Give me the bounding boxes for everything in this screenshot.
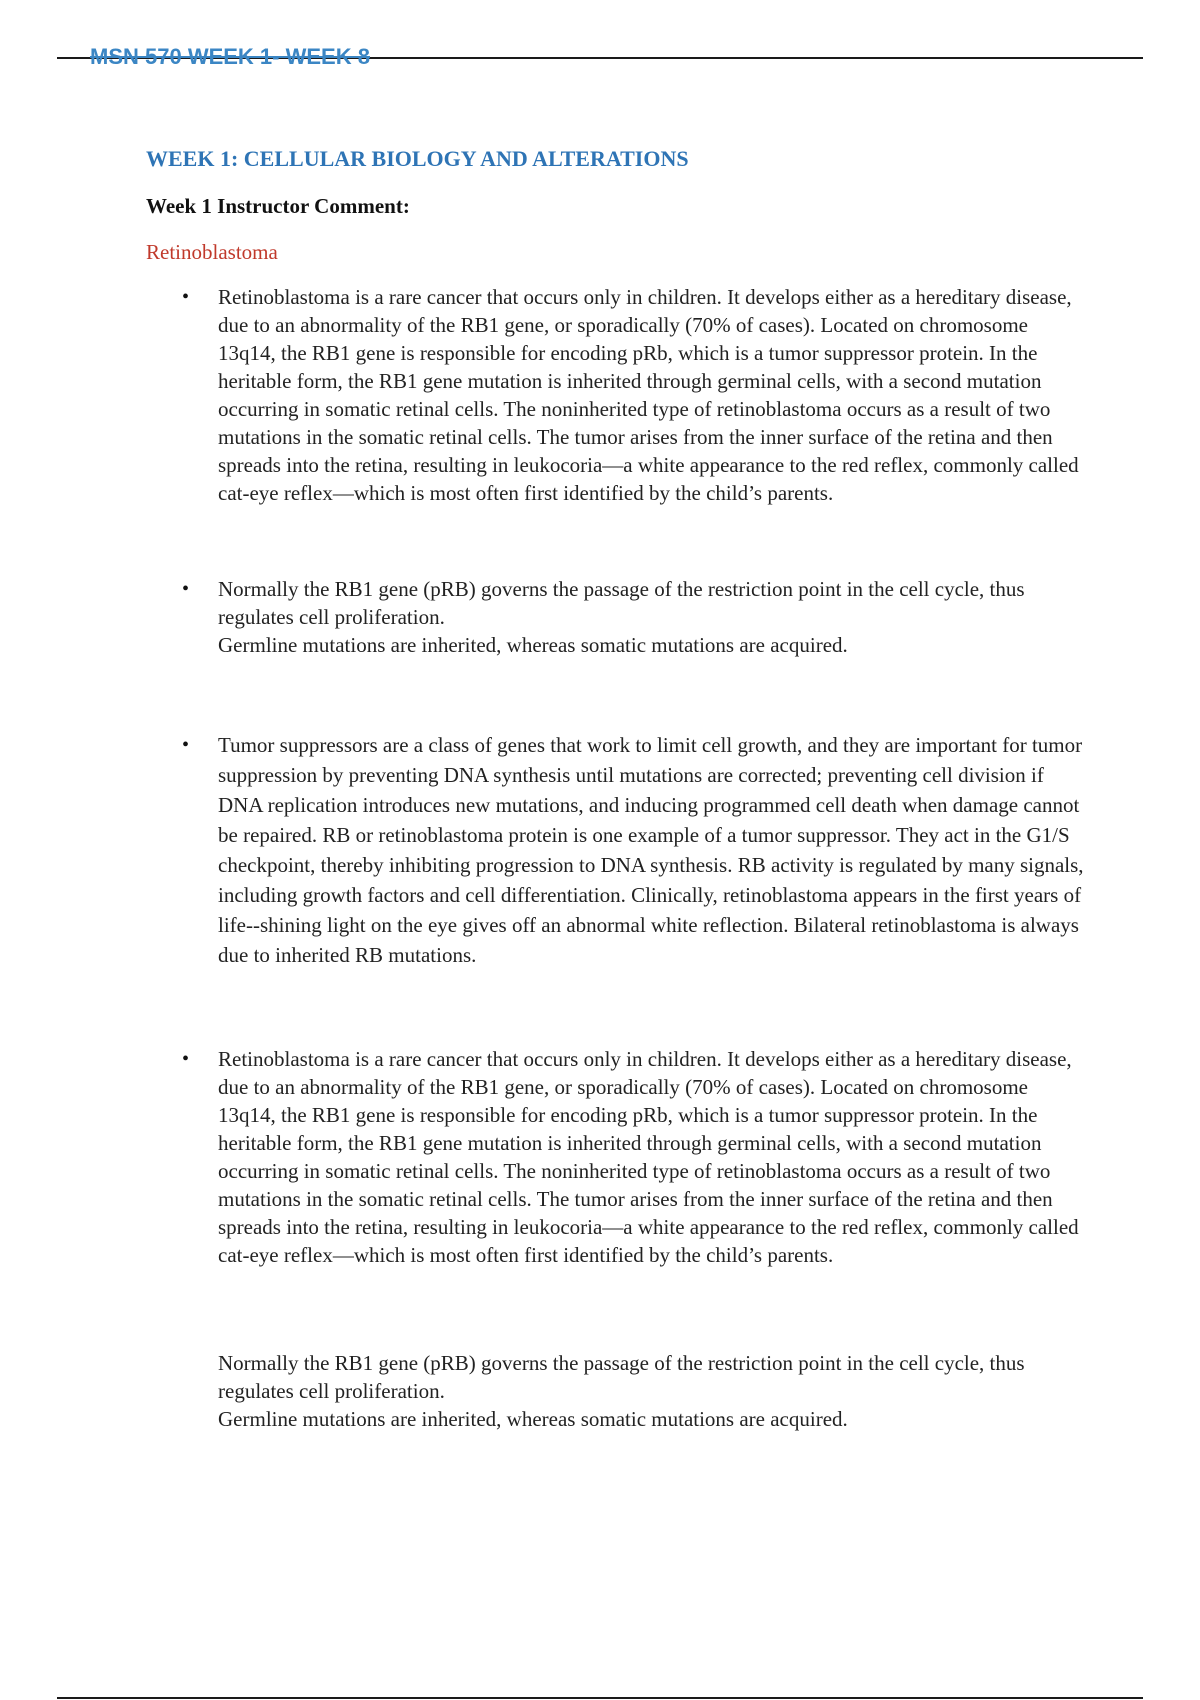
bullet-text [218,730,1086,970]
bullet-paragraph: Normally the RB1 gene (pRB) governs the passage of the restriction point in the cell cycle, thus regulates cell proliferation. [218,577,1025,629]
bullet-icon: • [182,1048,190,1070]
closing-paragraph-line: Germline mutations are inherited, whereas somatic mutations are acquired. [218,1407,848,1431]
bullet-item [182,1045,1086,1269]
bullet-paragraph: Retinoblastoma is a rare cancer that occurs only in children. It develops either as a hereditary disease, due to an abnormality of the RB1 gene, or sporadically (70% of cases). Located on chromosome 13q14, the RB1 gene is responsible for encoding pRb, which is a tumor suppressor protein. In the heritable form, the RB1 gene mutation is inherited through germinal cells, with a second mutation occurring in somatic retinal cells. The noninherited type of retinoblastoma occurs as a result of two mutations in the somatic retinal cells. The tumor arises from the inner surface of the retina and then spreads into the retina, resulting in leukocoria—a white appearance to the red reflex, commonly called cat-eye reflex—which is most often first identified by the child’s parents. [218,1047,1079,1267]
bullet-item [182,283,1086,507]
closing-paragraph-line: Normally the RB1 gene (pRB) governs the passage of the restriction point in the cell cycle, thus regulates cell proliferation. [218,1351,1025,1403]
topic-title: Retinoblastoma [146,240,278,264]
week-heading: WEEK 1: CELLULAR BIOLOGY AND ALTERATIONS [146,146,689,171]
bullet-text [218,575,1086,659]
bullet-icon: • [182,578,190,600]
document-header-title: MSN 570 WEEK 1- WEEK 8 [90,44,370,69]
bullet-text [218,1045,1086,1269]
bullet-paragraph: Retinoblastoma is a rare cancer that occurs only in children. It develops either as a hereditary disease, due to an abnormality of the RB1 gene, or sporadically (70% of cases). Located on chromosome 13q14, the RB1 gene is responsible for encoding pRb, which is a tumor suppressor protein. In the heritable form, the RB1 gene mutation is inherited through germinal cells, with a second mutation occurring in somatic retinal cells. The noninherited type of retinoblastoma occurs as a result of two mutations in the somatic retinal cells. The tumor arises from the inner surface of the retina and then spreads into the retina, resulting in leukocoria—a white appearance to the red reflex, commonly called cat-eye reflex—which is most often first identified by the child’s parents. [218,285,1079,505]
bullet-icon: • [182,734,190,756]
bullet-icon: • [182,286,190,308]
footer-rule [57,1697,1143,1699]
instructor-comment-label: Week 1 Instructor Comment: [146,194,410,218]
bullet-item [182,730,1086,970]
bullet-paragraph: Germline mutations are inherited, whereas somatic mutations are acquired. [218,633,848,657]
closing-paragraph [218,1349,1086,1433]
bullet-text [218,283,1086,507]
bullet-item [182,575,1086,659]
bullet-paragraph: Tumor suppressors are a class of genes that work to limit cell growth, and they are important for tumor suppression by preventing DNA synthesis until mutations are corrected; preventing cell division if DNA replication introduces new mutations, and inducing programmed cell death when damage cannot be repaired. RB or retinoblastoma protein is one example of a tumor suppressor. They act in the G1/S checkpoint, thereby inhibiting progression to DNA synthesis. RB activity is regulated by many signals, including growth factors and cell differentiation. Clinically, retinoblastoma appears in the first years of life--shining light on the eye gives off an abnormal white reflection. Bilateral retinoblastoma is always due to inherited RB mutations. [218,733,1084,967]
